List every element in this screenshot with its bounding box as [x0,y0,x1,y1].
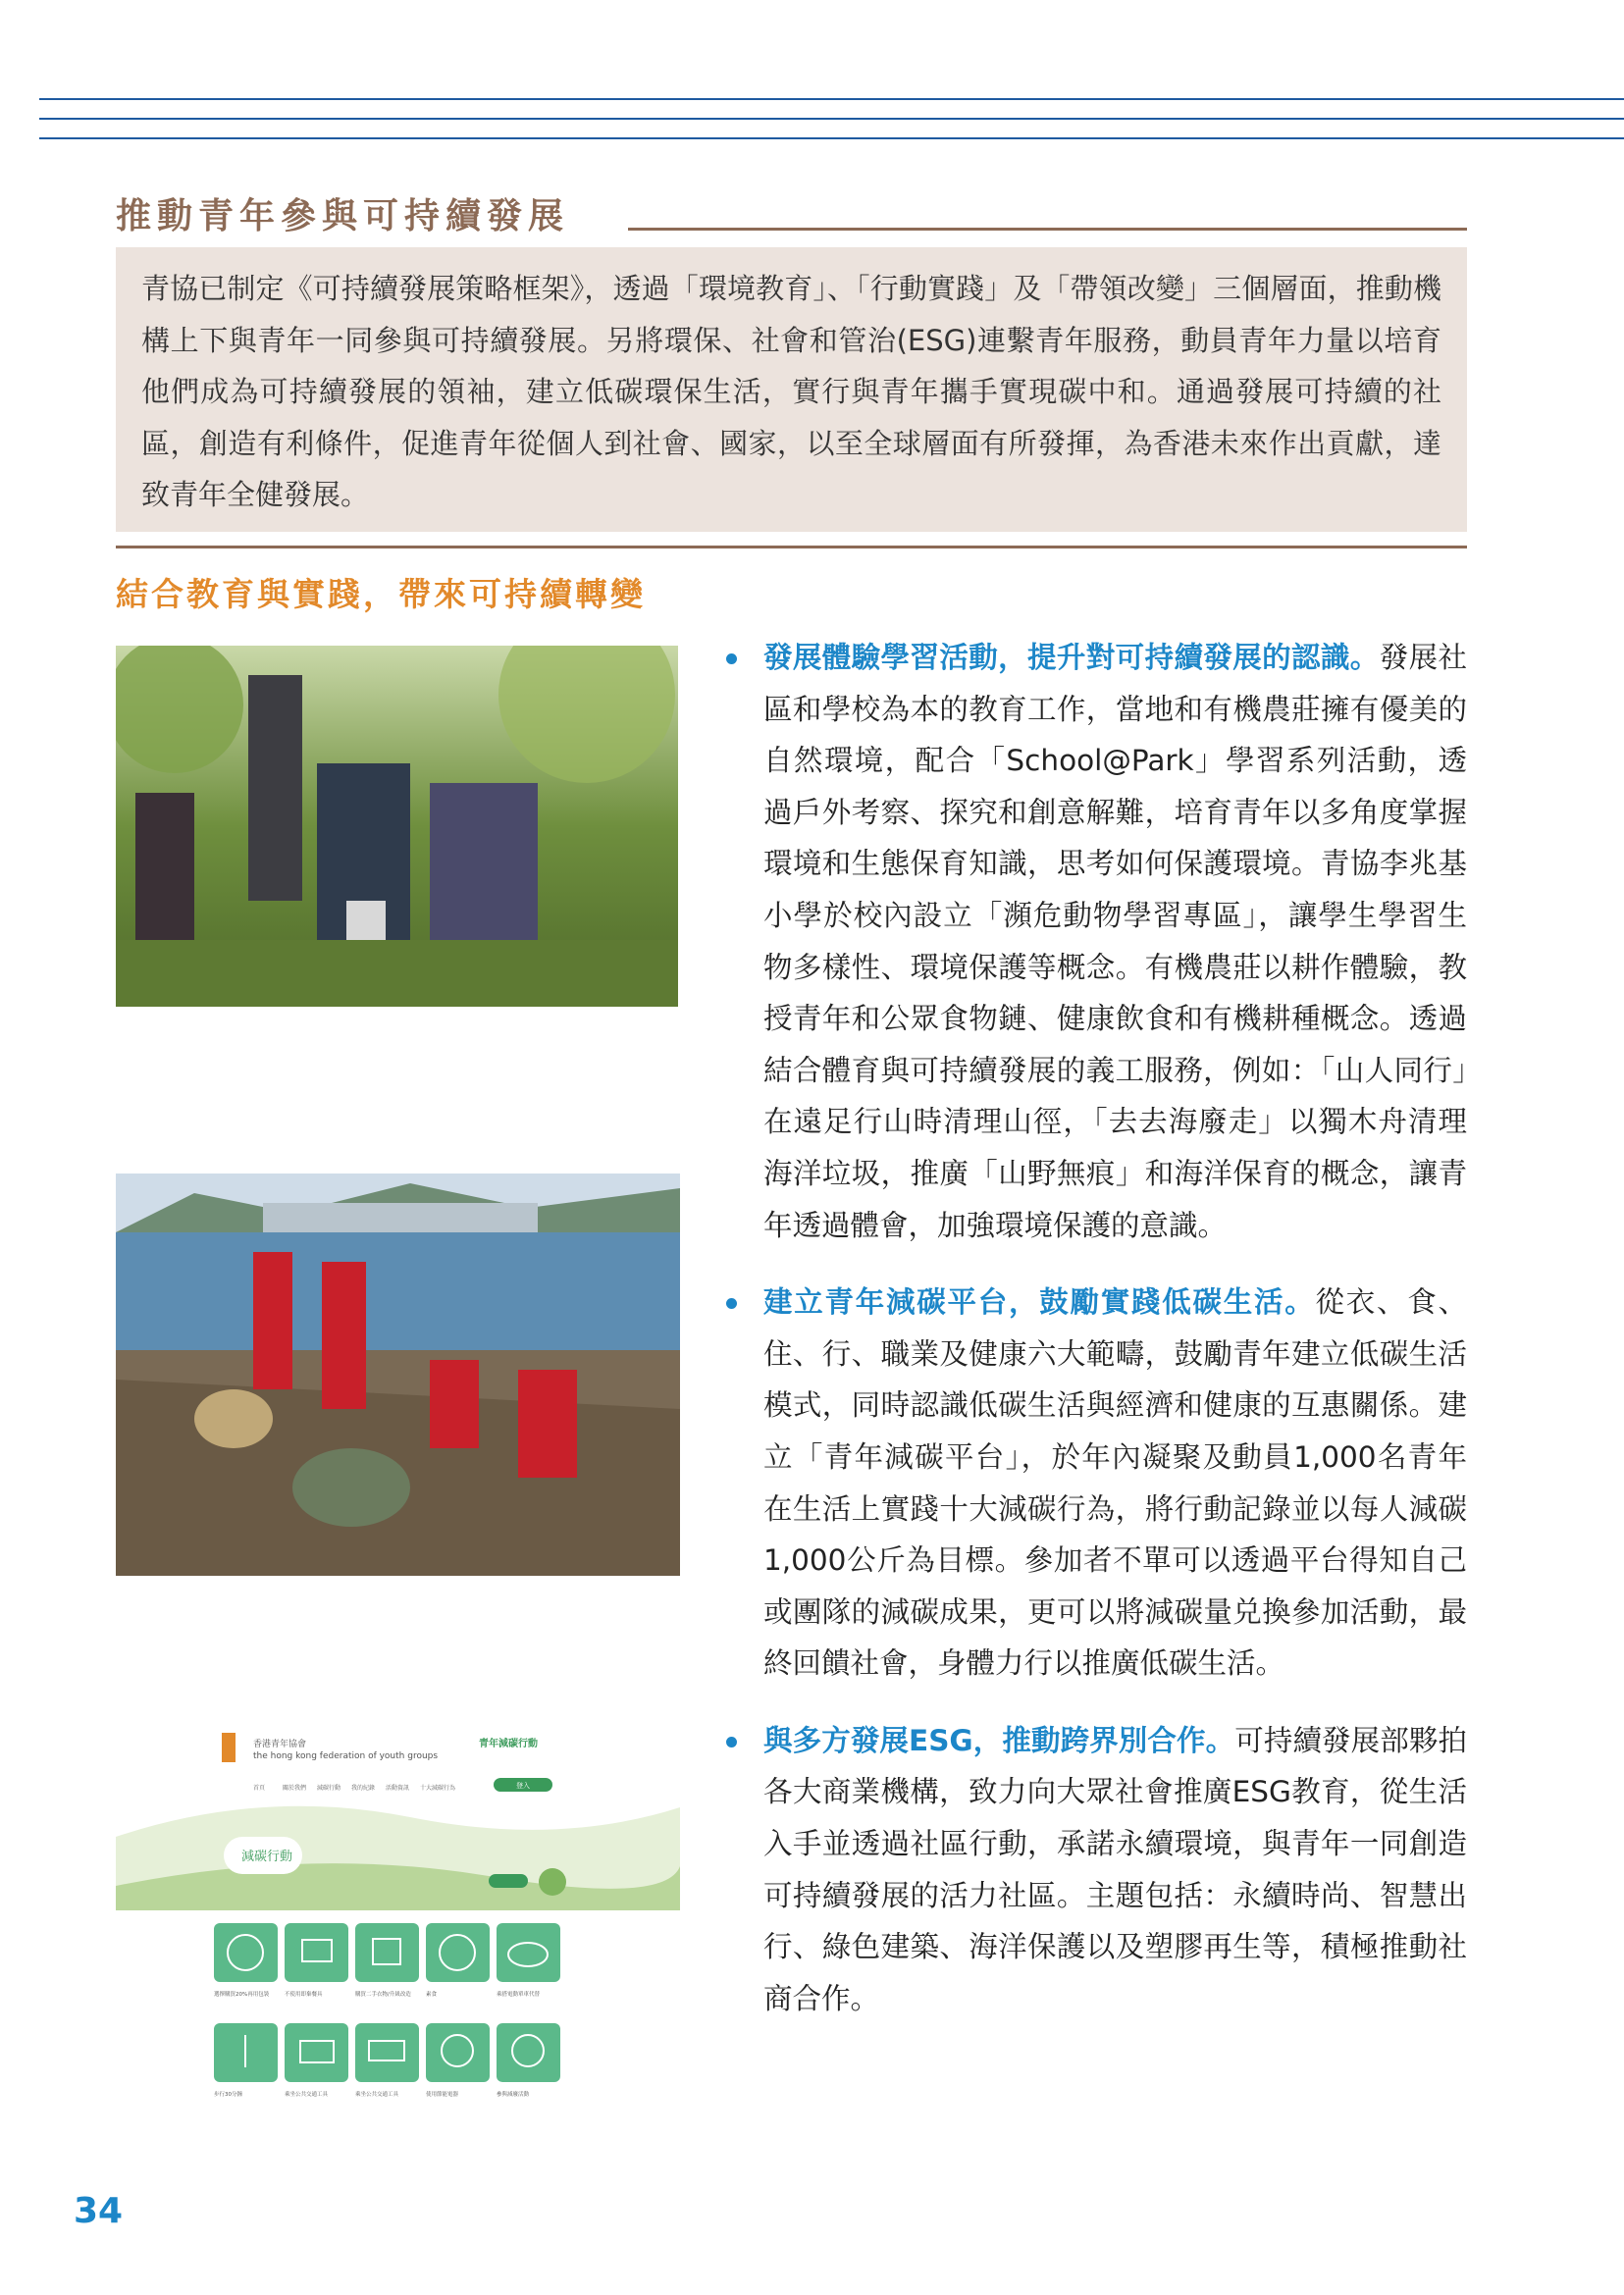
bullet-dot [726,1298,737,1309]
platform-banner-text: 減碳行動 [241,1850,293,1864]
header-rule-1 [39,98,1624,100]
bullet-body-3: 可持續發展部夥拍各大商業機構，致力向大眾社會推廣ESG教育，從生活入手並透過社區行動，承諾永續環境，與青年一同創造可持續發展的活力社區。主題包括：永續時尚、智慧出行、綠色建築、海洋保護以及塑膠再生等，積極推動社商合作。 [763,1723,1467,2015]
subheading: 結合教育與實踐，帶來可持續轉變 [116,575,646,613]
platform-login-label: 登入 [516,1782,530,1790]
svg-text:選擇購買20%再用包裝: 選擇購買20%再用包裝 [214,1992,270,1998]
bullet-item-1 [726,632,1467,1251]
svg-text:乘坐公共交通工具: 乘坐公共交通工具 [285,2092,329,2098]
platform-nav-2[interactable]: 關於我們 [283,1785,307,1792]
bullet-lead-3: 與多方發展ESG，推動跨界別合作。 [763,1723,1235,1757]
header-rule-2 [39,118,1624,120]
platform-nav-6[interactable]: 十大減碳行為 [420,1785,456,1792]
svg-text:乘搭電動單車代替: 乘搭電動單車代替 [497,1992,541,1998]
bullet-dot [726,1737,737,1747]
platform-nav-4[interactable]: 我的紀錄 [351,1785,376,1792]
subheading-rule [116,546,1467,548]
intro-box [116,247,1467,532]
svg-text:參與減廢活動: 參與減廢活動 [497,2092,530,2098]
header-rule-3 [39,137,1624,139]
bullet-body-1: 發展社區和學校為本的教育工作，當地和有機農莊擁有優美的自然環境，配合「School@Park」學習系列活動，透過戶外考察、探究和創意解難，培育青年以多角度掌握環境和生態保育知識，思考如何保護環境。青協李兆基小學於校內設立「瀕危動物學習專區」，讓學生學習生物多樣性、環境保護等概念。有機農莊以耕作體驗，教授青年和公眾食物鏈、健康飲食和有機耕種概念。透過結合體育與可持續發展的義工服務，例如：「山人同行」在遠足行山時清理山徑，「去去海廢走」以獨木舟清理海洋垃圾，推廣「山野無痕」和海洋保育的概念，讓青年透過體會，加強環境保護的意識。 [763,641,1467,1242]
platform-org-name: 香港青年協會 [253,1740,307,1749]
bullet-dot [726,653,737,664]
platform-nav-5[interactable]: 活動資訊 [386,1785,410,1792]
bullet-lead-2: 建立青年減碳平台，鼓勵實踐低碳生活。 [763,1285,1316,1320]
section-title: 推動青年參與可持續發展 [116,196,570,236]
svg-text:使用節能電器: 使用節能電器 [426,2092,459,2098]
beach-cleanup-photo [116,1174,680,1576]
svg-text:素食: 素食 [426,1992,438,1998]
intro-paragraph: 青協已制定《可持續發展策略框架》，透過「環境教育」、「行動實踐」及「帶領改變」三個層面，推動機構上下與青年一同參與可持續發展。另將環保、社會和管治(ESG)連繫青年服務，動員青年力量以培育他們成為可持續發展的領袖，建立低碳環保生活，實行與青年攜手實現碳中和。通過發展可持續的社區，創造有利條件，促進青年從個人到社會、國家，以至全球層面有所發揮，為香港未來作出貢獻，達致青年全健發展。 [141,272,1441,511]
svg-text:購買二手衣物/升級改造: 購買二手衣物/升級改造 [355,1992,411,1998]
section-title-rule [628,228,1467,231]
carbon-platform-screenshot [116,1729,680,2136]
svg-text:步行30分鐘: 步行30分鐘 [214,2092,242,2098]
platform-nav-1[interactable]: 首頁 [253,1785,266,1792]
bullet-item-3 [726,1715,1467,2025]
farm-activity-photo [116,646,678,1007]
bullet-list [726,632,1467,2024]
platform-nav-3[interactable]: 減碳行動 [317,1785,341,1792]
svg-text:乘坐公共交通工具: 乘坐公共交通工具 [355,2092,399,2098]
platform-org-name-en: the hong kong federation of youth groups [253,1751,439,1761]
page-number: 34 [74,2191,124,2231]
bullet-item-2 [726,1277,1467,1690]
svg-text:不使用即棄餐具: 不使用即棄餐具 [285,1992,323,1998]
platform-logo-text: 青年減碳行動 [479,1739,538,1749]
bullet-body-2: 從衣、食、住、行、職業及健康六大範疇，鼓勵青年建立低碳生活模式，同時認識低碳生活與經濟和健康的互惠關係。建立「青年減碳平台」，於年內凝聚及動員1,000名青年在生活上實踐十大減碳行為，將行動記錄並以每人減碳1,000公斤為目標。參加者不單可以透過平台得知自己或團隊的減碳成果，更可以將減碳量兑換參加活動，最終回饋社會，身體力行以推廣低碳生活。 [763,1285,1467,1681]
bullet-lead-1: 發展體驗學習活動，提升對可持續發展的認識。 [763,641,1380,674]
